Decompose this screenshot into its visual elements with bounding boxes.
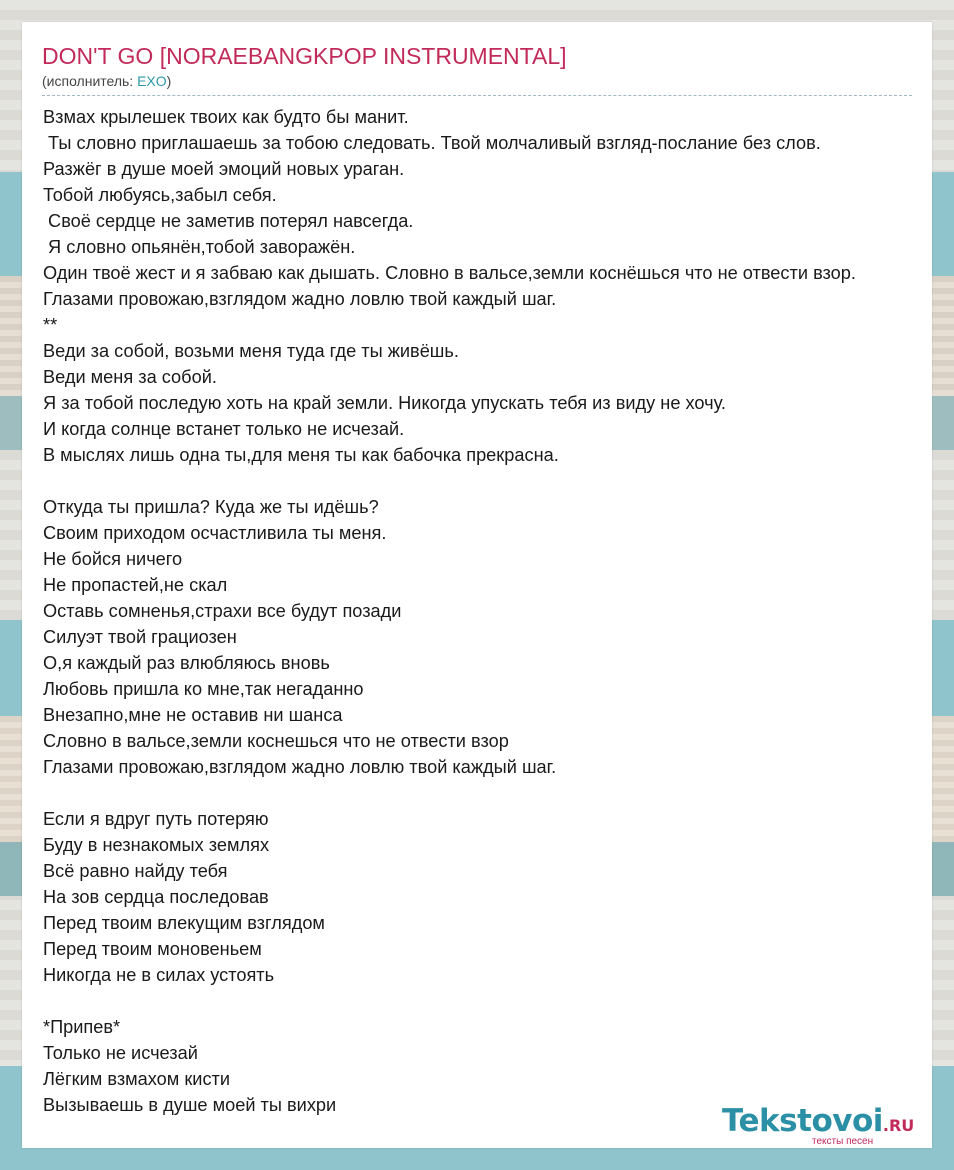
lyric-line: Глазами провожаю,взглядом жадно ловлю твой каждый шаг. — [43, 289, 557, 309]
lyric-line: Если я вдруг путь потеряю — [43, 809, 269, 829]
logo-name: Tekstovoi — [722, 1103, 883, 1139]
lyric-line: Разжёг в душе моей эмоций новых ураган. — [43, 159, 405, 179]
lyric-line: ** — [43, 315, 58, 335]
lyric-line: Перед твоим влекущим взглядом — [43, 913, 325, 933]
site-logo[interactable] — [722, 1104, 932, 1148]
lyric-line: Я за тобой последую хоть на край земли. Никогда упускать тебя из виду не хочу. — [43, 393, 726, 413]
artist-link[interactable]: EXO — [137, 73, 167, 89]
song-title: DON'T GO [NORAEBANGKPOP INSTRUMENTAL] — [42, 43, 567, 69]
lyric-line: Словно в вальсе,земли коснешься что не отвести взор — [43, 731, 509, 751]
lyric-line — [43, 780, 932, 806]
lyric-line: Буду в незнакомых землях — [43, 835, 270, 855]
lyric-line: О,я каждый раз влюбляюсь вновь — [43, 653, 330, 673]
lyric-line: Силуэт твой грациозен — [43, 627, 237, 647]
lyric-line: Один твоё жест и я забваю как дышать. Словно в вальсе,земли коснёшься что не отвести взор. — [43, 263, 856, 283]
lyric-line: Не пропастей,не скал — [43, 575, 228, 595]
lyric-line: Перед твоим моновеньем — [43, 939, 262, 959]
artist-line — [42, 71, 912, 91]
lyric-line: Веди за собой, возьми меня туда где ты живёшь. — [43, 341, 459, 361]
logo-tld: .RU — [882, 1116, 915, 1135]
lyric-line: И когда солнце встанет только не исчезай. — [43, 419, 405, 439]
lyric-line: Я словно опьянён,тобой заворажён. — [43, 237, 356, 257]
lyric-line: Никогда не в силах устоять — [43, 965, 275, 985]
lyric-line: Оставь сомненья,страхи все будут позади — [43, 601, 402, 621]
lyric-line: Только не исчезай — [43, 1043, 198, 1063]
lyric-line: Откуда ты пришла? Куда же ты идёшь? — [43, 497, 379, 517]
lyric-line: Вызываешь в душе моей ты вихри — [43, 1095, 337, 1115]
lyric-line: В мыслях лишь одна ты,для меня ты как бабочка прекрасна. — [43, 445, 559, 465]
lyrics-text — [43, 104, 932, 1118]
lyric-line: *Припев* — [43, 1017, 121, 1037]
lyric-line: Лёгким взмахом кисти — [43, 1069, 231, 1089]
lyric-line: На зов сердца последовав — [43, 887, 269, 907]
lyric-line: Своё сердце не заметив потерял навсегда. — [43, 211, 414, 231]
artist-suffix: ) — [166, 73, 172, 89]
lyrics-card — [22, 22, 932, 1148]
lyric-line: Любовь пришла ко мне,так негаданно — [43, 679, 364, 699]
lyric-line: Глазами провожаю,взглядом жадно ловлю твой каждый шаг. — [43, 757, 557, 777]
lyric-line: Внезапно,мне не оставив ни шанса — [43, 705, 343, 725]
lyric-line: Всё равно найду тебя — [43, 861, 228, 881]
lyric-line: Взмах крылешек твоих как будто бы манит. — [43, 107, 409, 127]
lyric-line — [43, 468, 932, 494]
artist-prefix: (исполнитель: — [42, 73, 138, 89]
lyric-line: Тобой любуясь,забыл себя. — [43, 185, 277, 205]
lyric-line — [43, 988, 932, 1014]
lyric-line: Ты словно приглашаешь за тобою следовать. Твой молчаливый взгляд-послание без слов. — [43, 133, 821, 153]
lyric-line: Своим приходом осчастливила ты меня. — [43, 523, 387, 543]
lyric-line: Веди меня за собой. — [43, 367, 217, 387]
song-header — [42, 42, 912, 96]
logo-tagline: тексты песен — [812, 1136, 874, 1147]
lyric-line: Не бойся ничего — [43, 549, 183, 569]
